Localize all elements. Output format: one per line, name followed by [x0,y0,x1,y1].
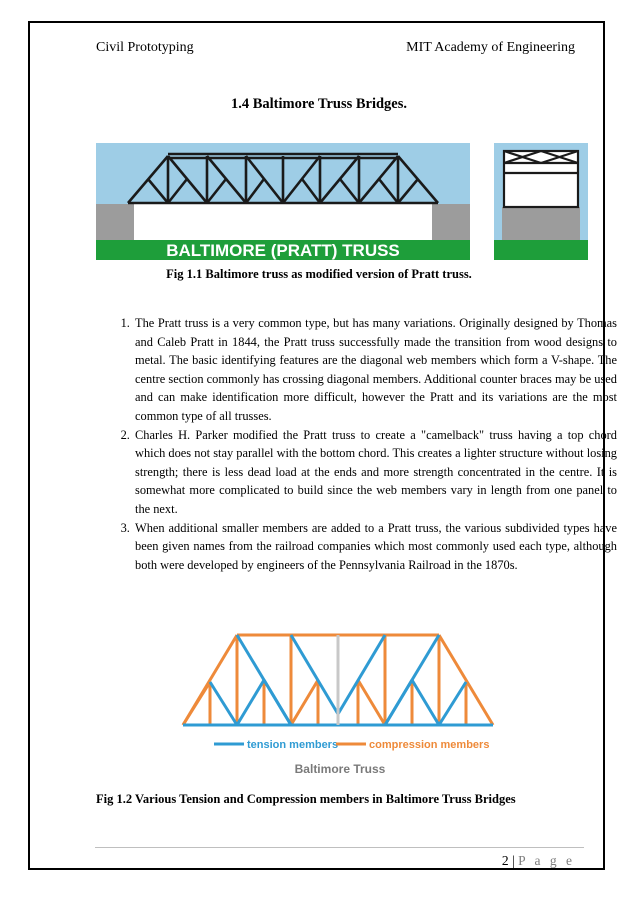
end-view-pier [502,207,580,240]
page-number: 2 [501,853,509,868]
compression-legend-label: compression members [369,739,490,751]
page-footer [502,853,575,869]
list-item: 3. When additional smaller members are added to a Pratt truss, the various subdivided types have been given names from the railroad companies which most commonly used each type, although both were developed by engineers of the Pennsylvania Railroad in the 1870s. [133,519,617,575]
header-right: MIT Academy of Engineering [406,40,575,55]
deck-area [134,204,432,240]
section-title: 1.4 Baltimore Truss Bridges. [230,96,408,112]
list-item: 1. The Pratt truss is a very common type, but has many variations. Originally designed by Thomas and Caleb Pratt in 1844, the Pratt truss successfully made the transition from wood designs to metal. The basic identifying features are the diagonal web members which form a V-shape. The centre section commonly has crossing diagonal members. Additional counter braces may be used and can make identification more difficult, however the Pratt and its variations are the most common type of all trusses. [133,314,617,426]
figure-1-caption: Fig 1.1 Baltimore truss as modified version of Pratt truss. [166,267,472,281]
truss-end-view-image [494,143,588,260]
tension-legend-label: tension members [247,739,339,751]
footer-divider [95,847,584,848]
left-pier [96,204,134,240]
truss-notes-list [96,314,617,574]
list-item: 2. Charles H. Parker modified the Pratt truss to create a "camelback" truss having a top chord which does not stay parallel with the bottom chord. This creates a lighter structure without losing strength; there is less dead load at the ends and more strength concentrated in the centre. It is somewhat more complicated to build since the web members vary in length from one panel to the next. [133,426,617,519]
right-pier [432,204,470,240]
figure-2-caption: Fig 1.2 Various Tension and Compression members in Baltimore Truss Bridges [96,792,516,806]
diagram-title: Baltimore Truss [294,762,386,776]
header-left: Civil Prototyping [96,40,194,55]
baltimore-truss-members-diagram [180,632,500,780]
baltimore-pratt-truss-image [96,143,470,260]
page-separator: | [512,853,515,868]
banner-text: BALTIMORE (PRATT) TRUSS [166,241,400,260]
page-label: P a g e [518,853,575,868]
